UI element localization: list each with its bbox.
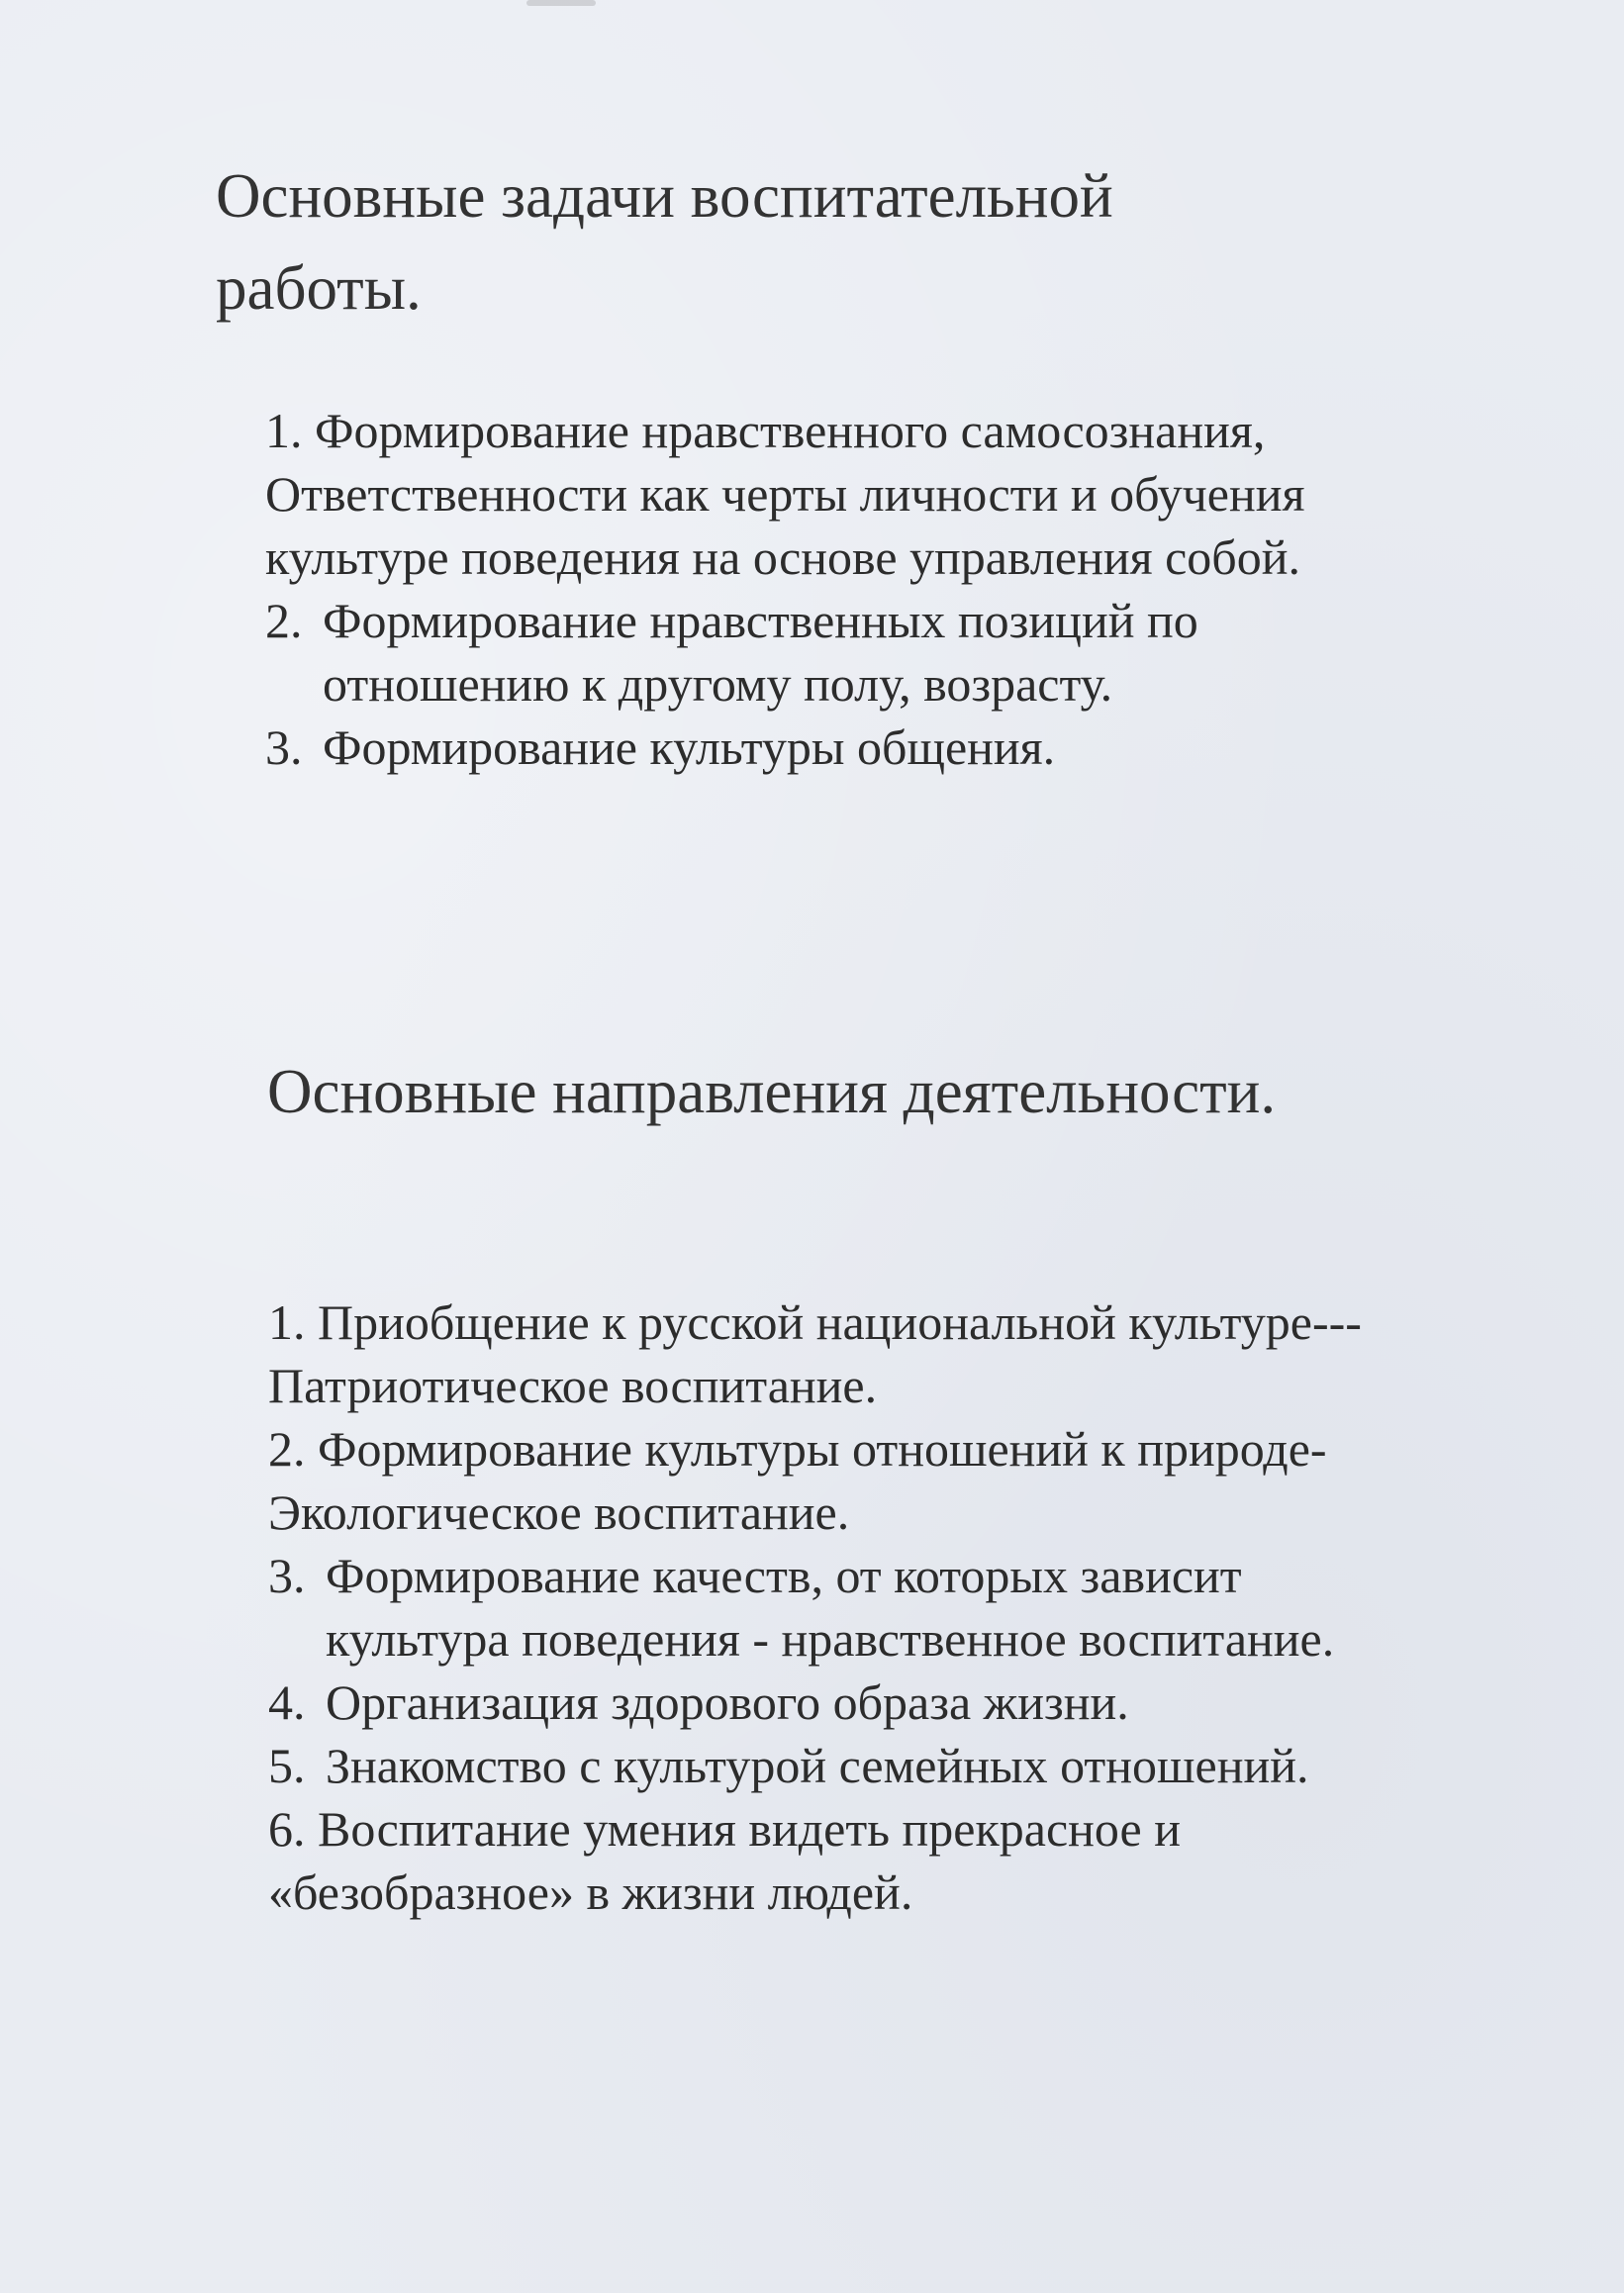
section1-title-line2: работы. — [216, 253, 422, 323]
item-text: Воспитание умения видеть прекрасное и «безобразное» в жизни людей. — [268, 1801, 1181, 1920]
item-number: 2. — [268, 1421, 306, 1477]
item-text: Приобщение к русской национальной культуре--- Патриотическое воспитание. — [268, 1294, 1362, 1413]
scan-mark — [526, 0, 596, 6]
list-item — [268, 1290, 1362, 1417]
list-item — [265, 716, 1305, 779]
item-number: 3. — [268, 1548, 306, 1603]
item-number: 1. — [268, 1294, 306, 1350]
item-text: Организация здорового образа жизни. — [326, 1674, 1129, 1730]
list-item — [268, 1797, 1362, 1924]
section1-title-line1: Основные задачи воспитательной — [216, 161, 1113, 231]
tasks-list — [265, 399, 1305, 779]
list-item — [268, 1671, 1362, 1734]
list-item — [265, 589, 1305, 716]
list-item — [265, 399, 1305, 589]
item-text: Формирование качеств, от которых зависит культура поведения - нравственное воспитание. — [326, 1548, 1335, 1667]
item-number: 4. — [268, 1674, 306, 1730]
item-number: 3. — [265, 719, 303, 775]
item-text: Знакомство с культурой семейных отношений. — [326, 1738, 1309, 1793]
item-text: Формирование культуры общения. — [323, 719, 1056, 775]
item-number: 1. — [265, 403, 303, 458]
item-text: Формирование культуры отношений к природе- Экологическое воспитание. — [268, 1421, 1327, 1540]
item-number: 5. — [268, 1738, 306, 1793]
item-number: 2. — [265, 593, 303, 648]
list-item — [268, 1417, 1362, 1544]
section2-title: Основные направления деятельности. — [267, 1057, 1277, 1126]
directions-list — [268, 1290, 1362, 1924]
list-item — [268, 1734, 1362, 1797]
item-text: Формирование нравственных позиций по отношению к другому полу, возрасту. — [323, 593, 1198, 712]
item-text: Формирование нравственного самосознания, Ответственности как черты личности и обучения культуре поведения на основе управления собой. — [265, 403, 1305, 585]
list-item — [268, 1544, 1362, 1671]
item-number: 6. — [268, 1801, 306, 1857]
section1-title — [216, 150, 1113, 334]
